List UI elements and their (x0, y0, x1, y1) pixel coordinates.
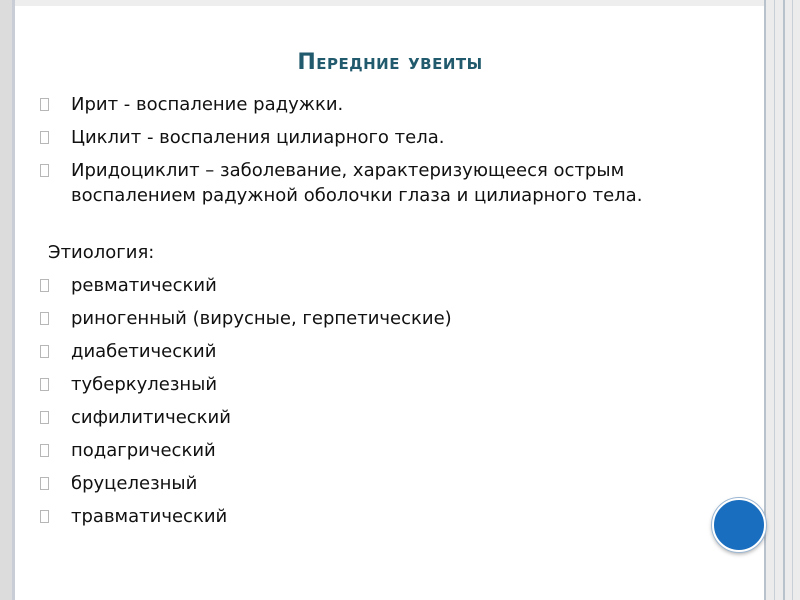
frame-divider-line (792, 0, 793, 600)
slide-frame-left (0, 0, 12, 600)
hollow-square-bullet-icon (40, 164, 49, 177)
list-item (40, 125, 740, 150)
list-item (40, 273, 740, 298)
list-item (40, 339, 740, 364)
list-item (40, 405, 740, 430)
list-item (40, 306, 740, 331)
blue-circle-icon (712, 498, 766, 552)
slide-frame-right (764, 0, 800, 600)
hollow-square-bullet-icon (40, 411, 49, 424)
list-item (40, 372, 740, 397)
hollow-square-bullet-icon (40, 312, 49, 325)
hollow-square-bullet-icon (40, 444, 49, 457)
list-item (40, 438, 740, 463)
etiology-item-text: бруцелезный (71, 473, 198, 494)
hollow-square-bullet-icon (40, 510, 49, 523)
hollow-square-bullet-icon (40, 477, 49, 490)
etiology-item-text: туберкулезный (71, 374, 218, 395)
frame-divider-line (783, 0, 785, 600)
list-item (40, 504, 740, 529)
hollow-square-bullet-icon (40, 279, 49, 292)
hollow-square-bullet-icon (40, 378, 49, 391)
list-item (40, 92, 740, 117)
slide-title: Передние увеиты (297, 50, 483, 75)
etiology-item-text: диабетический (71, 341, 217, 362)
etiology-item-text: ревматический (71, 275, 217, 296)
etiology-heading: Этиология: (48, 242, 155, 263)
hollow-square-bullet-icon (40, 131, 49, 144)
definition-text: Циклит - воспаления цилиарного тела. (71, 127, 445, 148)
etiology-item-text: сифилитический (71, 407, 231, 428)
hollow-square-bullet-icon (40, 345, 49, 358)
list-item (40, 471, 740, 496)
etiology-item-text: подагрический (71, 440, 216, 461)
slide-body (40, 92, 740, 537)
frame-divider-line (774, 0, 775, 600)
definition-text: Ирит - воспаление радужки. (71, 94, 344, 115)
list-item (40, 158, 740, 208)
frame-divider-line (764, 0, 766, 600)
etiology-item-text: травматический (71, 506, 228, 527)
etiology-item-text: риногенный (вирусные, герпетические) (71, 308, 452, 329)
hollow-square-bullet-icon (40, 98, 49, 111)
definition-text: Иридоциклит – заболевание, характеризующееся острым воспалением радужной оболочки глаза и цилиарного тела. (71, 160, 643, 206)
spacer (40, 216, 740, 240)
